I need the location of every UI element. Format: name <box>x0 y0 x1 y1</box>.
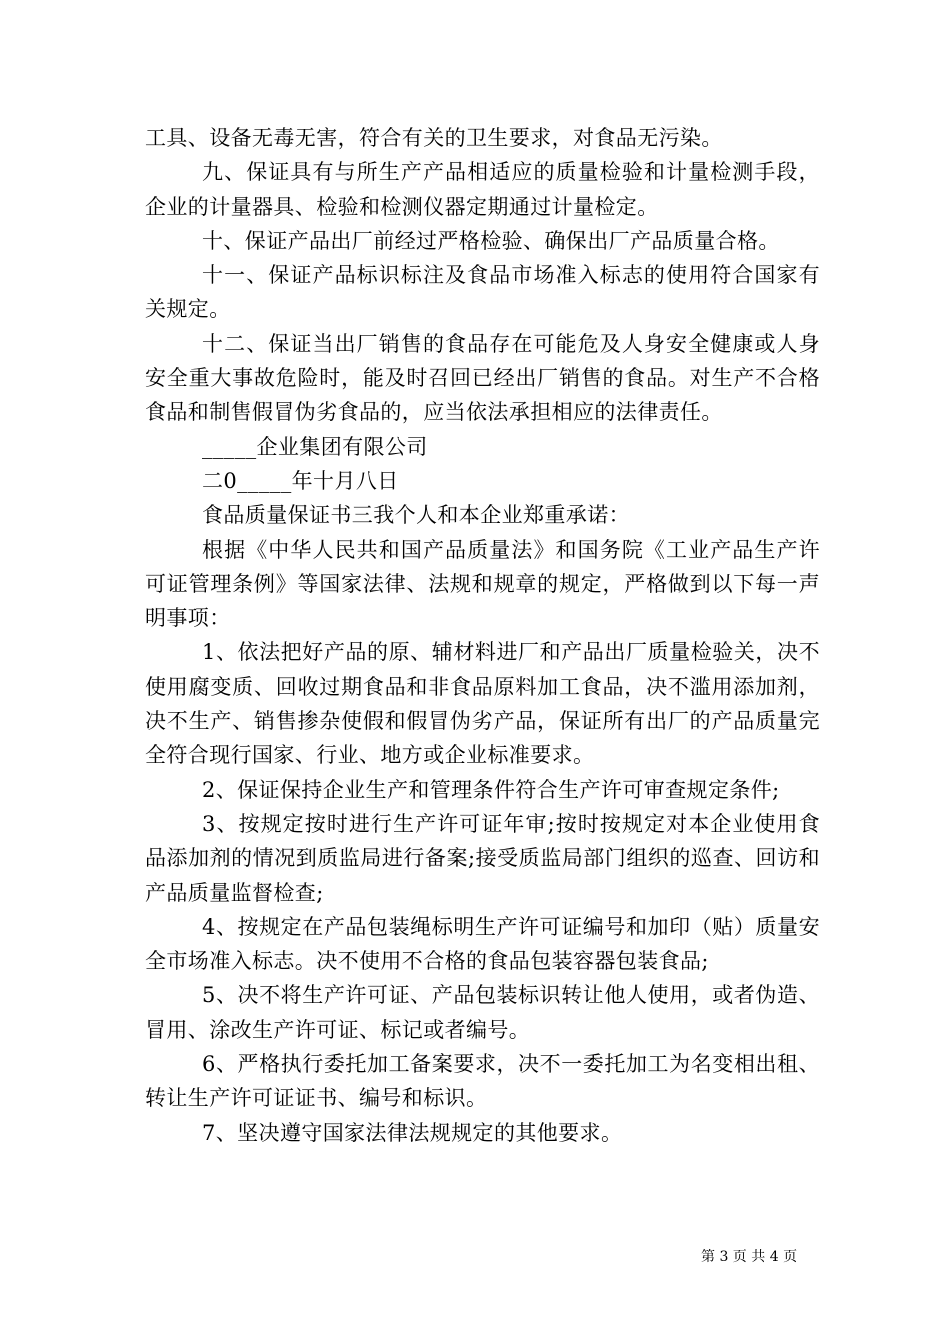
document-body <box>145 121 820 1150</box>
signature-date: 二0_____年十月八日 <box>202 468 399 493</box>
paragraph-item-9: 九、保证具有与所生产产品相适应的质量检验和计量检测手段，企业的计量器具、检验和检测仪器定期通过计量检定。 <box>145 160 820 219</box>
paragraph-commitment-4: 4、按规定在产品包装绳标明生产许可证编号和加印（贴）质量安全市场准入标志。决不使用不合格的食品包装容器包装食品; <box>145 914 820 974</box>
paragraph-item-11: 十一、保证产品标识标注及食品市场准入标志的使用符合国家有关规定。 <box>145 263 820 322</box>
paragraph-commitment-2: 2、保证保持企业生产和管理条件符合生产许可审查规定条件; <box>202 777 780 802</box>
paragraph-commitment-6: 6、严格执行委托加工备案要求，决不一委托加工为名变相出租、转让生产许可证证书、编号和标识。 <box>145 1052 820 1111</box>
page-number-footer: 第 3 页 共 4 页 <box>701 1249 798 1265</box>
paragraph-commitment-5: 5、决不将生产许可证、产品包装标识转让他人使用，或者伪造、冒用、涂改生产许可证、标记或者编号。 <box>145 983 820 1042</box>
section-heading-guarantee-3: 食品质量保证书三我个人和本企业郑重承诺： <box>202 503 630 528</box>
paragraph-item-12: 十二、保证当出厂销售的食品存在可能危及人身安全健康或人身安全重大事故危险时，能及时召回已经出厂销售的食品。对生产不合格食品和制售假冒伪劣食品的，应当依法承担相应的法律责任。 <box>145 331 820 425</box>
paragraph-item-10: 十、保证产品出厂前经过严格检验、确保出厂产品质量合格。 <box>202 228 780 253</box>
paragraph-legal-basis: 根据《中华人民共和国产品质量法》和国务院《工业产品生产许可证管理条例》等国家法律、法规和规章的规定，严格做到以下每一声明事项： <box>145 537 820 631</box>
signature-company: _____企业集团有限公司 <box>202 434 428 459</box>
paragraph-continuation: 工具、设备无毒无害，符合有关的卫生要求，对食品无污染。 <box>145 126 723 150</box>
paragraph-commitment-7: 7、坚决遵守国家法律法规规定的其他要求。 <box>202 1120 623 1145</box>
paragraph-commitment-1: 1、依法把好产品的原、辅材料进厂和产品出厂质量检验关，决不使用腐变质、回收过期食品和非食品原料加工食品，决不滥用添加剂，决不生产、销售掺杂使假和假冒伪劣产品，保证所有出厂的产品质量完全符合现行国家、行业、地方或企业标准要求。 <box>145 640 820 768</box>
paragraph-commitment-3: 3、按规定按时进行生产许可证年审;按时按规定对本企业使用食品添加剂的情况到质监局进行备案;接受质监局部门组织的巡查、回访和产品质量监督检查; <box>145 811 820 905</box>
